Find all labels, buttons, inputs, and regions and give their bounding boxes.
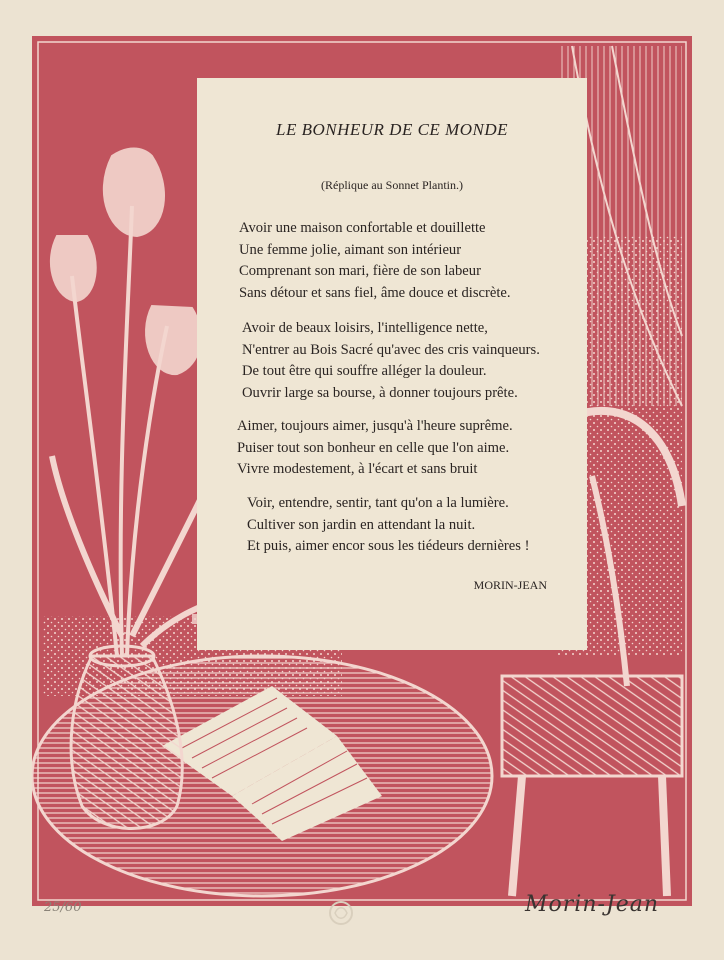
edition-number: 25/60 xyxy=(44,900,82,915)
poem-subtitle: (Réplique au Sonnet Plantin.) xyxy=(321,178,463,192)
verse-line: Aimer, toujours aimer, jusqu'à l'heure suprême. xyxy=(237,418,513,434)
poem-panel xyxy=(197,78,587,650)
verse-line: Avoir une maison confortable et douillette xyxy=(239,220,486,236)
stanza-3 xyxy=(237,416,513,481)
verse-line: Avoir de beaux loisirs, l'intelligence nette, xyxy=(242,320,488,336)
poem-title: LE BONHEUR DE CE MONDE xyxy=(276,120,508,139)
verse-line: Comprenant son mari, fière de son labeur xyxy=(239,263,481,279)
verse-line: Vivre modestement, à l'écart et sans bruit xyxy=(237,461,478,477)
verse-line: N'entrer au Bois Sacré qu'avec des cris vainqueurs. xyxy=(242,341,540,358)
blind-stamp-icon xyxy=(326,898,356,928)
stanza-1 xyxy=(239,218,511,304)
poem-author: MORIN-JEAN xyxy=(473,578,547,592)
verse-line: Puiser tout son bonheur en celle que l'on aime. xyxy=(237,439,510,456)
stanza-4 xyxy=(247,493,529,558)
verse-line: Sans détour et sans fiel, âme douce et discrète. xyxy=(239,284,511,301)
stanza-2 xyxy=(242,318,540,404)
verse-line: De tout être qui souffre alléger la douleur. xyxy=(242,363,487,379)
artist-signature: Morin-Jean xyxy=(525,892,660,917)
verse-line: Une femme jolie, aimant son intérieur xyxy=(239,241,462,258)
woodcut-print xyxy=(32,36,692,906)
verse-line: Cultiver son jardin en attendant la nuit. xyxy=(247,516,476,533)
verse-line: Et puis, aimer encor sous les tiédeurs dernières ! xyxy=(247,538,530,554)
verse-line: Ouvrir large sa bourse, à donner toujours prête. xyxy=(242,384,518,401)
verse-line: Voir, entendre, sentir, tant qu'on a la lumière. xyxy=(247,495,509,511)
